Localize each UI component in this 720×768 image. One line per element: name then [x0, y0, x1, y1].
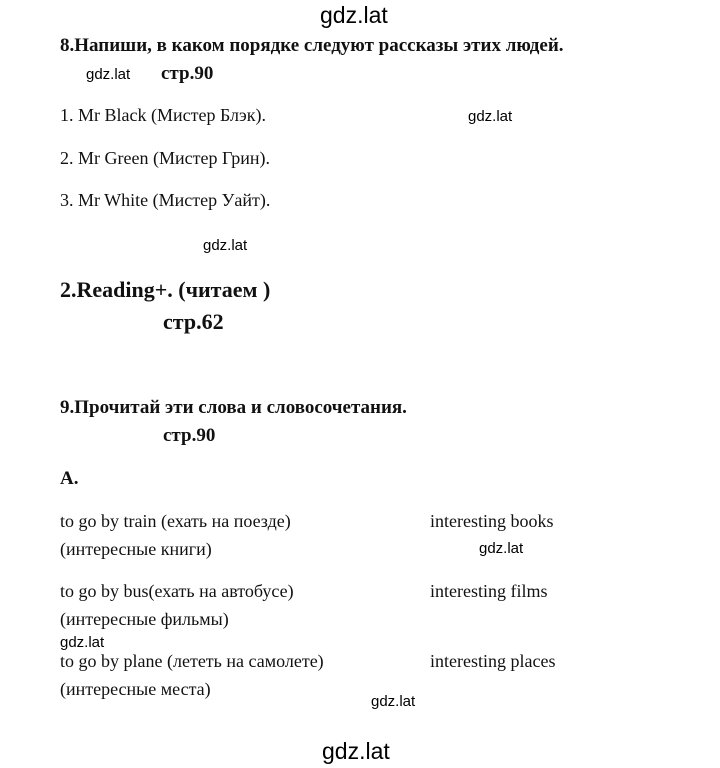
exercise-8-heading: 8.Напиши, в каком порядке следуют рассказы этих людей. [60, 35, 564, 56]
exercise-8-page: стр.90 [161, 63, 214, 84]
watermark: gdz.lat [371, 693, 416, 710]
phrase-translation: (интересные книги) [60, 539, 212, 559]
phrase-right: interesting films [430, 581, 548, 601]
phrase-left: to go by bus(ехать на автобусе) [60, 581, 294, 601]
phrase-right: interesting books [430, 511, 554, 531]
list-item: 3. Mr White (Мистер Уайт). [60, 190, 271, 210]
watermark-top: gdz.lat [320, 2, 388, 28]
watermark: gdz.lat [86, 66, 131, 83]
reading-page: стр.62 [163, 309, 224, 334]
phrase-translation: (интересные фильмы) [60, 609, 229, 629]
phrase-translation: (интересные места) [60, 679, 211, 699]
list-item: 2. Mr Green (Мистер Грин). [60, 148, 270, 168]
reading-heading: 2.Reading+. (читаем ) [60, 277, 271, 302]
phrase-left: to go by plane (лететь на самолете) [60, 651, 324, 671]
watermark: gdz.lat [203, 237, 248, 254]
exercise-9-part-label: A. [60, 468, 79, 489]
watermark: gdz.lat [60, 634, 105, 651]
watermark: gdz.lat [479, 540, 524, 557]
list-item: 1. Mr Black (Мистер Блэк). [60, 105, 267, 125]
exercise-9-page: стр.90 [163, 425, 216, 446]
exercise-9-heading: 9.Прочитай эти слова и словосочетания. [60, 397, 407, 418]
watermark: gdz.lat [468, 108, 513, 125]
watermark-bottom: gdz.lat [322, 738, 390, 764]
phrase-right: interesting places [430, 651, 556, 671]
phrase-left: to go by train (ехать на поезде) [60, 511, 291, 531]
